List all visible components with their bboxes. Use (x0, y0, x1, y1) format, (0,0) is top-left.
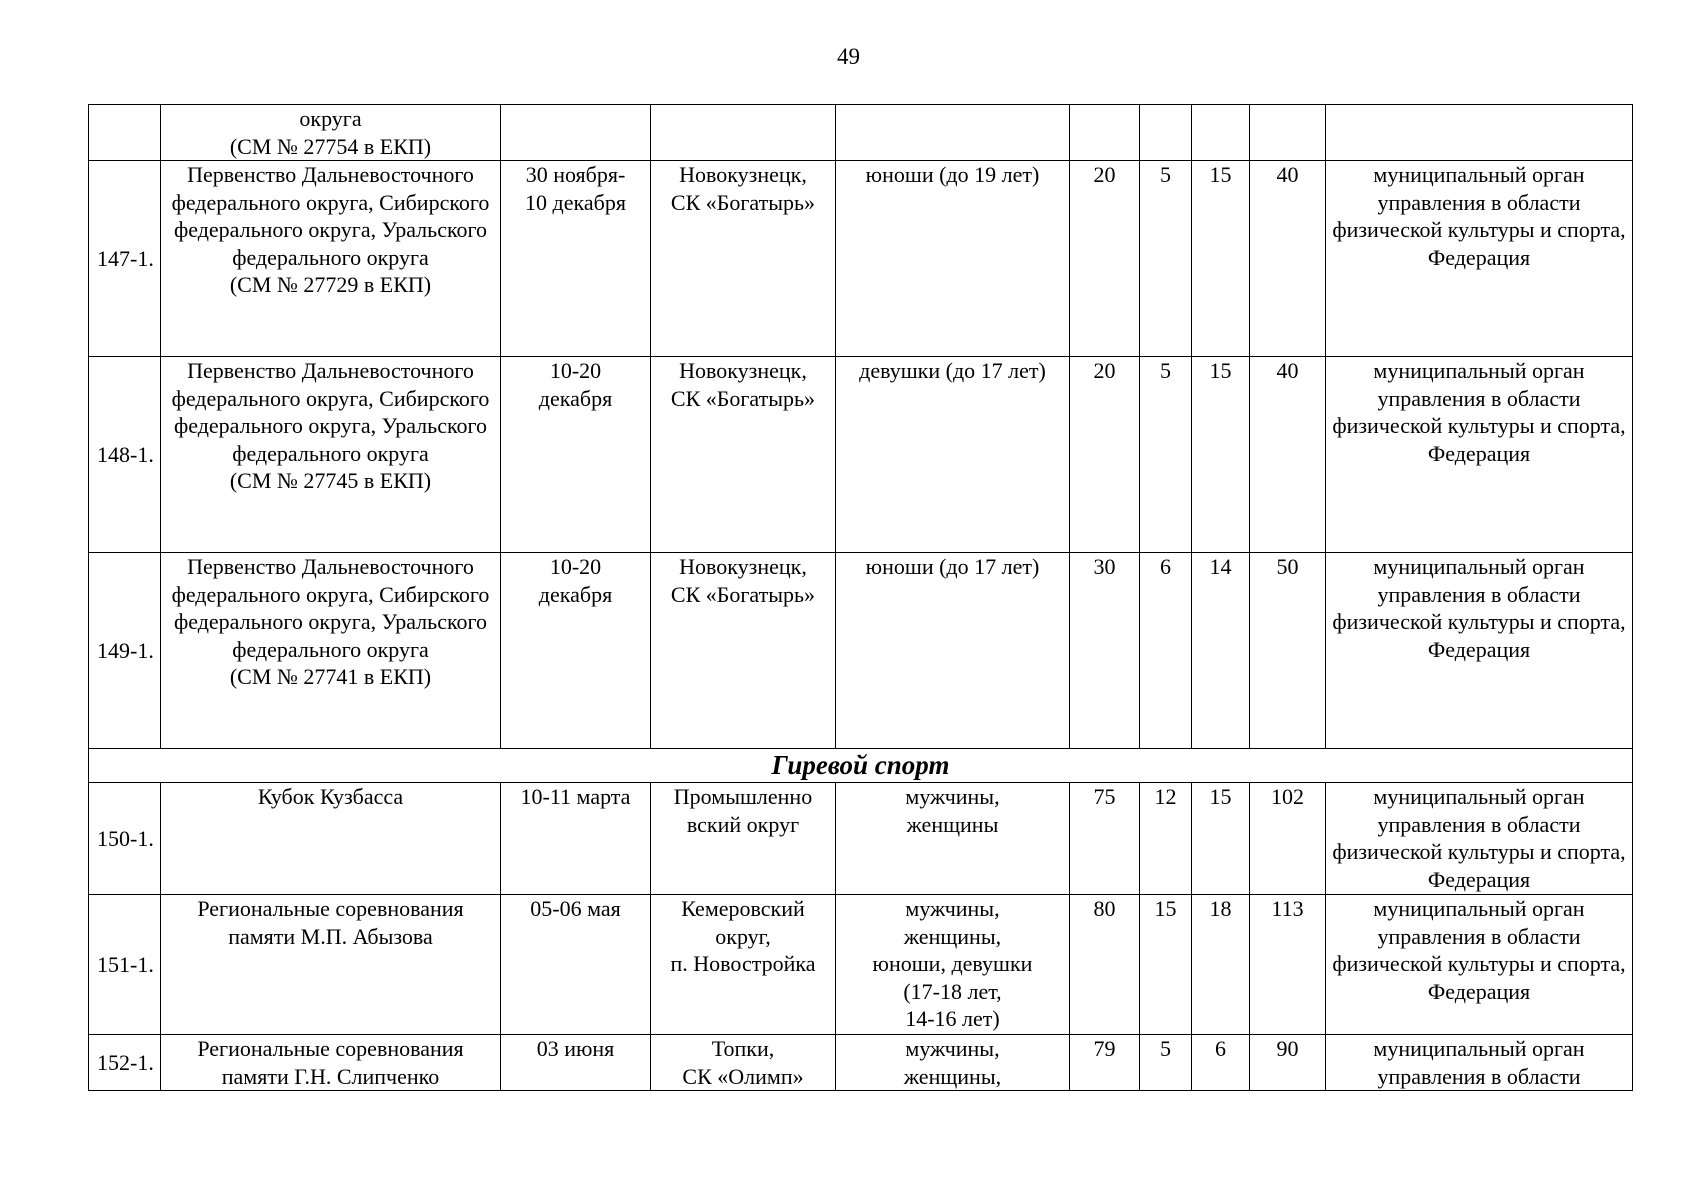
table-row (89, 895, 1633, 1035)
event-name: Региональные соревнования памяти Г.Н. Слипченко (161, 1035, 501, 1091)
officials-count: 5 (1140, 1035, 1192, 1091)
coaches-count: 18 (1192, 895, 1250, 1035)
officials-count: 12 (1140, 783, 1192, 895)
table-row (89, 105, 1633, 161)
event-name: Кубок Кузбасса (161, 783, 501, 895)
officials-count: 5 (1140, 357, 1192, 553)
table-body (89, 105, 1633, 1091)
organizer (1326, 105, 1633, 161)
officials-count: 6 (1140, 553, 1192, 749)
coaches-count: 15 (1192, 357, 1250, 553)
organizer: муниципальный орган управления в области физической культуры и спорта, Федерация (1326, 895, 1633, 1035)
total-count: 113 (1250, 895, 1326, 1035)
officials-count: 5 (1140, 161, 1192, 357)
event-name: Первенство Дальневосточного федерального округа, Сибирского федерального округа, Уральского федерального округа (СМ № 27745 в ЕКП) (161, 357, 501, 553)
table-row (89, 553, 1633, 749)
participant-category: девушки (до 17 лет) (836, 357, 1070, 553)
event-date: 10-20 декабря (501, 357, 651, 553)
event-name: Первенство Дальневосточного федерального округа, Сибирского федерального округа, Уральского федерального округа (СМ № 27741 в ЕКП) (161, 553, 501, 749)
row-number (89, 105, 161, 161)
organizer: муниципальный орган управления в области физической культуры и спорта, Федерация (1326, 357, 1633, 553)
participants-count (1070, 105, 1140, 161)
total-count: 40 (1250, 357, 1326, 553)
participants-count: 20 (1070, 357, 1140, 553)
event-place: Новокузнецк, СК «Богатырь» (651, 357, 836, 553)
total-count (1250, 105, 1326, 161)
event-name: Первенство Дальневосточного федерального округа, Сибирского федерального округа, Уральского федерального округа (СМ № 27729 в ЕКП) (161, 161, 501, 357)
event-date: 03 июня (501, 1035, 651, 1091)
event-date: 10-11 марта (501, 783, 651, 895)
event-place: Новокузнецк, СК «Богатырь» (651, 161, 836, 357)
participants-count: 80 (1070, 895, 1140, 1035)
table-row (89, 161, 1633, 357)
participants-count: 75 (1070, 783, 1140, 895)
participant-category: юноши (до 19 лет) (836, 161, 1070, 357)
event-name: Региональные соревнования памяти М.П. Абызова (161, 895, 501, 1035)
row-number: 152-1. (89, 1035, 161, 1091)
participant-category (836, 105, 1070, 161)
officials-count: 15 (1140, 895, 1192, 1035)
row-number: 147-1. (89, 161, 161, 357)
participant-category: мужчины, женщины, (836, 1035, 1070, 1091)
row-number: 148-1. (89, 357, 161, 553)
coaches-count: 15 (1192, 161, 1250, 357)
total-count: 50 (1250, 553, 1326, 749)
section-row (89, 749, 1633, 783)
participant-category: юноши (до 17 лет) (836, 553, 1070, 749)
event-date: 30 ноября- 10 декабря (501, 161, 651, 357)
page-number: 49 (837, 44, 860, 69)
event-place: Топки, СК «Олимп» (651, 1035, 836, 1091)
event-place: Кемеровский округ, п. Новостройка (651, 895, 836, 1035)
event-place (651, 105, 836, 161)
coaches-count: 14 (1192, 553, 1250, 749)
organizer: муниципальный орган управления в области физической культуры и спорта, Федерация (1326, 161, 1633, 357)
officials-count (1140, 105, 1192, 161)
coaches-count: 6 (1192, 1035, 1250, 1091)
event-date (501, 105, 651, 161)
participants-count: 30 (1070, 553, 1140, 749)
participants-count: 20 (1070, 161, 1140, 357)
participant-category: мужчины, женщины, юноши, девушки (17-18 лет, 14-16 лет) (836, 895, 1070, 1035)
organizer: муниципальный орган управления в области физической культуры и спорта, Федерация (1326, 783, 1633, 895)
total-count: 90 (1250, 1035, 1326, 1091)
event-date: 10-20 декабря (501, 553, 651, 749)
organizer: муниципальный орган управления в области физической культуры и спорта, Федерация (1326, 553, 1633, 749)
events-table (88, 104, 1633, 1091)
participants-count: 79 (1070, 1035, 1140, 1091)
coaches-count (1192, 105, 1250, 161)
section-heading: Гиревой спорт (89, 749, 1633, 783)
event-place: Новокузнецк, СК «Богатырь» (651, 553, 836, 749)
total-count: 102 (1250, 783, 1326, 895)
table-row (89, 1035, 1633, 1091)
total-count: 40 (1250, 161, 1326, 357)
organizer: муниципальный орган управления в области (1326, 1035, 1633, 1091)
coaches-count: 15 (1192, 783, 1250, 895)
table-row (89, 357, 1633, 553)
row-number: 149-1. (89, 553, 161, 749)
row-number: 151-1. (89, 895, 161, 1035)
event-name: округа (СМ № 27754 в ЕКП) (161, 105, 501, 161)
event-place: Промышленно вский округ (651, 783, 836, 895)
participant-category: мужчины, женщины (836, 783, 1070, 895)
event-date: 05-06 мая (501, 895, 651, 1035)
row-number: 150-1. (89, 783, 161, 895)
table-row (89, 783, 1633, 895)
